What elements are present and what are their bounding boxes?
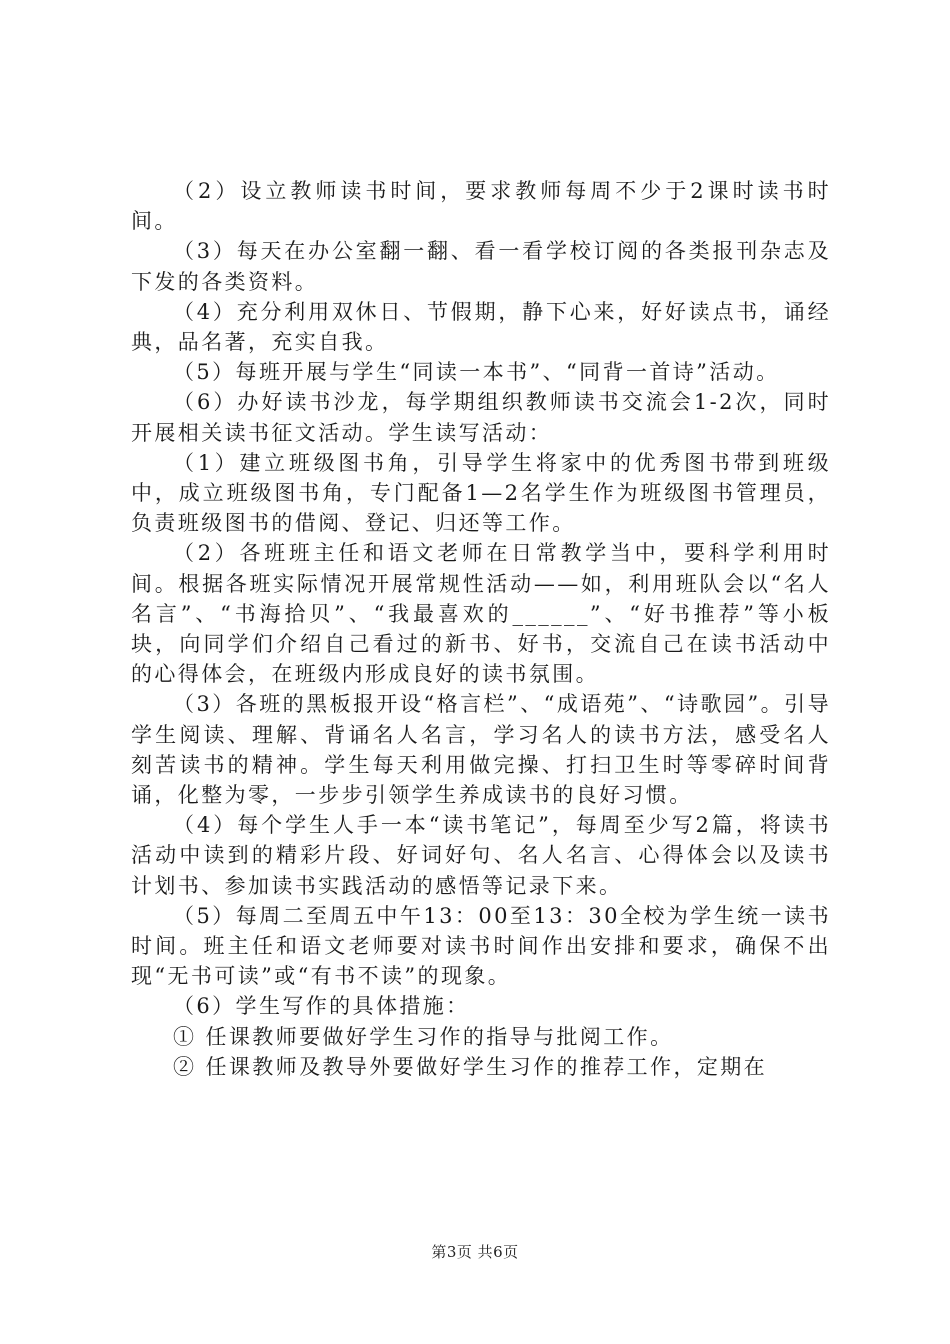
paragraph: （6）学生写作的具体措施：: [173, 994, 470, 1019]
paragraph: （3）各班的黑板报开设“格言栏”、“成语苑”、“诗歌园”。引导学生阅读、理解、背诵名人名言，学习名人的读书方法，感受名人刻苦读书的精神。学生每天利用做完操、打扫卫生时等零碎时间背诵，化整为零，一步步引领学生养成读书的良好习惯。: [131, 692, 831, 808]
paragraph: （5）每周二至周五中午13：00至13：30全校为学生统一读书时间。班主任和语文老师要对读书时间作出安排和要求，确保不出现“无书可读”或“有书不读”的现象。: [131, 903, 831, 989]
paragraph: （2）设立教师读书时间，要求教师每周不少于2课时读书时间。: [131, 179, 831, 234]
paragraph: （4）充分利用双休日、节假期，静下心来，好好读点书，诵经典，品名著，充实自我。: [131, 299, 831, 355]
list-item: ① 任课教师要做好学生习作的指导与批阅工作。: [173, 1024, 674, 1049]
paragraph: （2）各班班主任和语文老师在日常教学当中，要科学利用时间。根据各班实际情况开展常规性活动——如，利用班队会以“名人名言”、“书海拾贝”、“我最喜欢的______”、“好书推荐”等小板块，向同学们介绍自己看过的新书、好书，交流自己在读书活动中的心得体会，在班级内形成良好的读书氛围。: [131, 541, 831, 687]
paragraph: （6）办好读书沙龙，每学期组织教师读书交流会1-2次，同时开展相关读书征文活动。学生读写活动：: [131, 390, 831, 445]
paragraph: （5）每班开展与学生“同读一本书”、“同背一首诗”活动。: [173, 360, 780, 385]
paragraph: （3）每天在办公室翻一翻、看一看学校订阅的各类报刊杂志及下发的各类资料。: [131, 239, 831, 294]
paragraph: （4）每个学生人手一本“读书笔记”，每周至少写2篇，将读书活动中读到的精彩片段、好词好句、名人名言、心得体会以及读书计划书、参加读书实践活动的感悟等记录下来。: [131, 813, 831, 898]
paragraph: （1）建立班级图书角，引导学生将家中的优秀图书带到班级中，成立班级图书角，专门配备1—2名学生作为班级图书管理员，负责班级图书的借阅、登记、归还等工作。: [131, 450, 831, 536]
list-item: ② 任课教师及教导外要做好学生习作的推荐工作，定期在: [173, 1054, 768, 1079]
document-body: [131, 176, 831, 1082]
page-number-footer: 第3页 共6页: [431, 1243, 519, 1261]
